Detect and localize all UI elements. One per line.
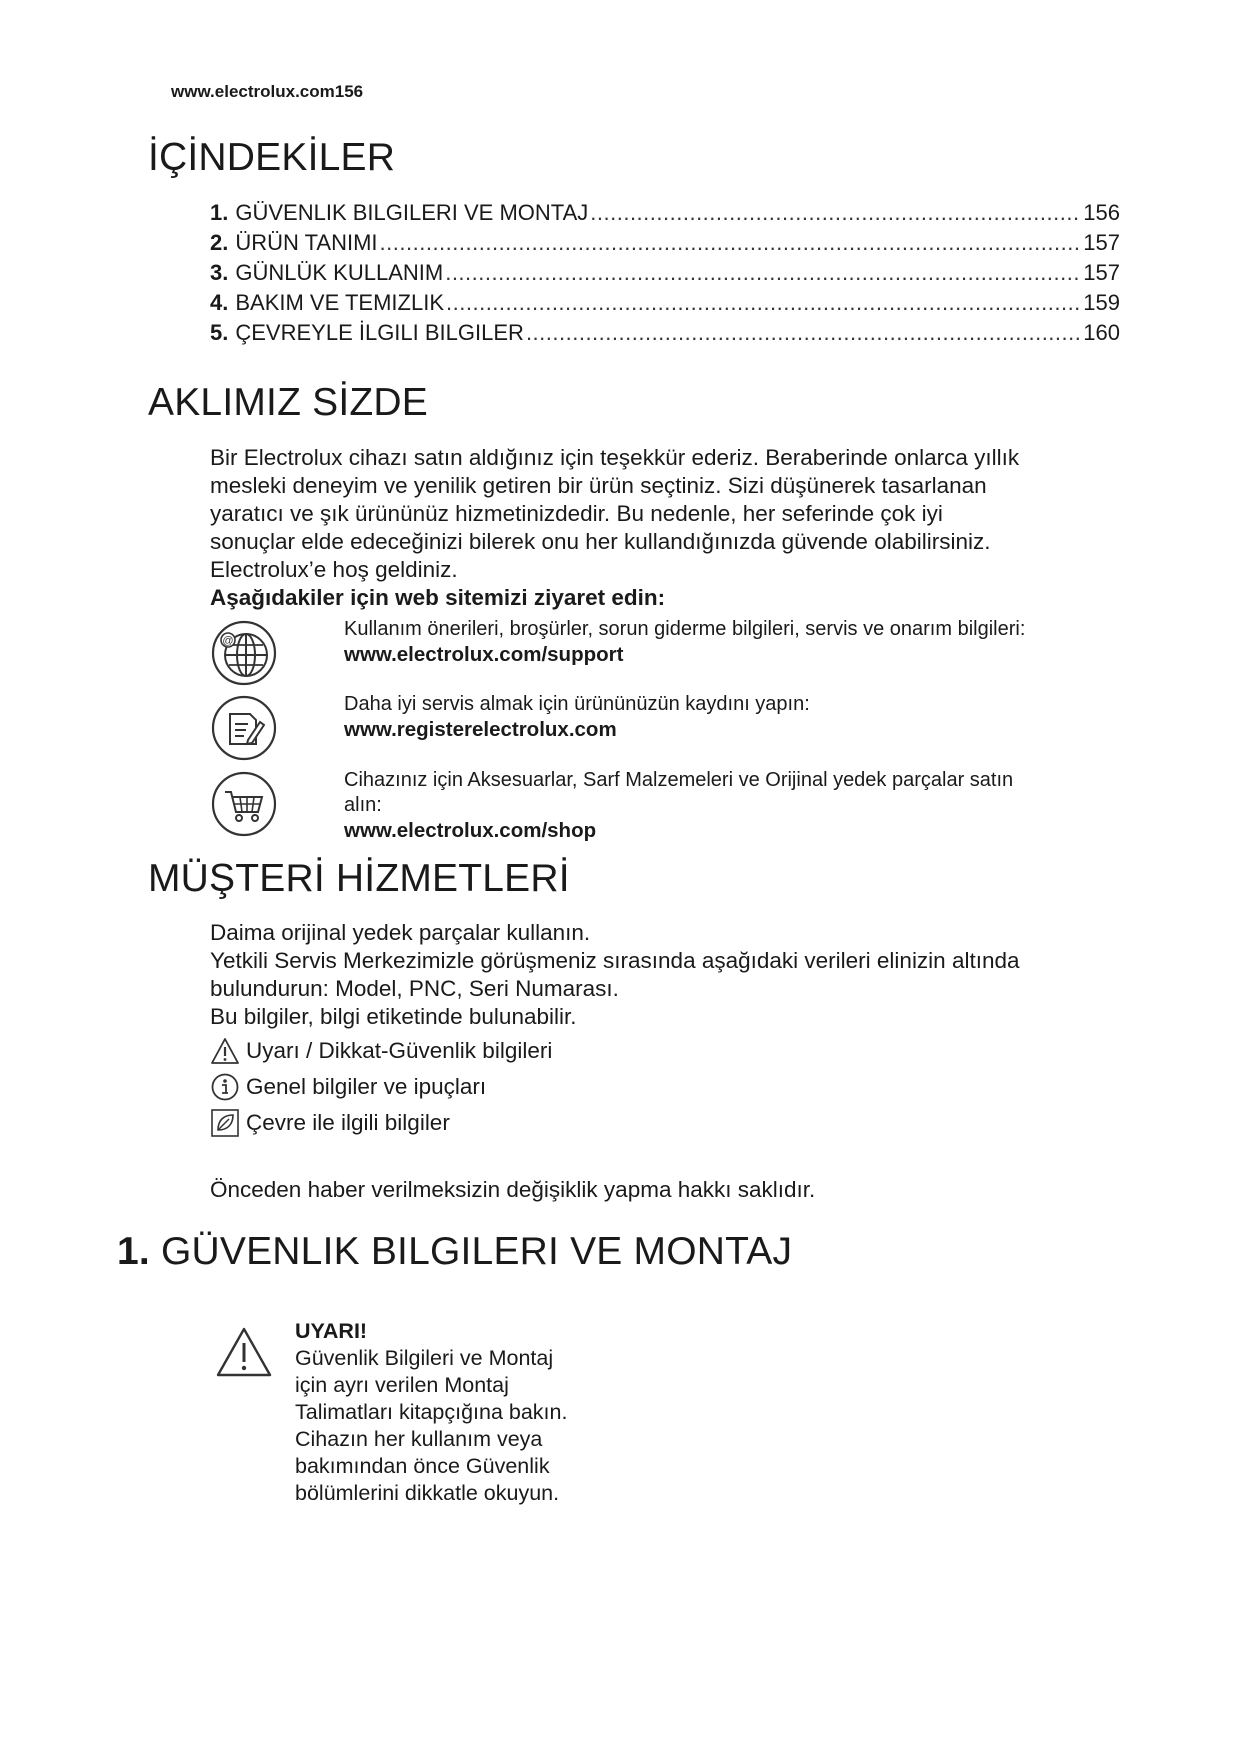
aklimiz-title: AKLIMIZ SİZDE [148,381,428,424]
toc-item-number: 1. [210,200,229,225]
intro-line: mesleki deneyim ve yenilik getiren bir ürün seçtiniz. Sizi düşünerek tasarlanan [210,473,987,498]
leaf-environment-icon [210,1108,240,1138]
info-icon [210,1072,240,1102]
toc-item[interactable] [210,318,1120,348]
toc-item-number: 3. [210,260,229,285]
intro-line: Bir Electrolux cihazı satın aldığınız için teşekkür ederiz. Beraberinde onlarca yıllık [210,445,1020,470]
toc-item-number: 5. [210,320,229,345]
warning-triangle-icon [215,1326,273,1378]
table-of-contents [210,198,1120,348]
customer-service-line: Bu bilgiler, bilgi etiketinde bulunabilir. [210,1004,577,1029]
warning-line: Talimatları kitapçığına bakın. [295,1400,568,1424]
toc-item[interactable] [210,198,1120,228]
toc-item[interactable] [210,288,1120,318]
warning-line: bölümlerini dikkatle okuyun. [295,1481,560,1505]
toc-item-page: 157 [1083,230,1120,255]
toc-item-label: GÜNLÜK KULLANIM [235,260,444,285]
intro-line: Electrolux’e hoş geldiniz. [210,557,458,582]
safety-section-number: 1. [117,1230,150,1273]
change-notice: Önceden haber verilmeksizin değişiklik yapma hakkı saklıdır. [210,1177,816,1202]
warning-title: UYARI! [295,1319,368,1343]
toc-item-label: BAKIM VE TEMIZLIK [235,290,445,315]
toc-item-number: 4. [210,290,229,315]
toc-item-label: GÜVENLIK BILGILERI VE MONTAJ [235,200,589,225]
shop-link[interactable]: www.electrolux.com/shop [344,819,597,842]
intro-line: sonuçlar elde edeceğinizi bilerek onu her kullandığınızda güvende olabilirsiniz. [210,529,991,554]
safety-section-title [117,1230,792,1274]
visit-website-heading: Aşağıdakiler için web sitemizi ziyaret edin: [210,585,666,610]
intro-line: yaratıcı ve şık ürününüz hizmetinizdedir. Bu nedenle, her seferinde çok iyi [210,501,943,526]
shop-link-description: Cihazınız için Aksesuarlar, Sarf Malzemeleri ve Orijinal yedek parçalar satın [344,769,1014,791]
legend-info-label: Genel bilgiler ve ipuçları [246,1074,487,1099]
safety-section-title-text: GÜVENLIK BILGILERI VE MONTAJ [160,1230,793,1273]
legend-environment [210,1108,450,1138]
page-header-url: www.electrolux.com156 [171,82,364,101]
svg-text:@: @ [222,635,234,647]
toc-item-page: 159 [1083,290,1120,315]
shopping-cart-icon [210,770,278,838]
warning-line: Cihazın her kullanım veya [295,1427,543,1451]
toc-item[interactable] [210,258,1120,288]
warning-line: Güvenlik Bilgileri ve Montaj [295,1346,554,1370]
toc-item-page: 156 [1083,200,1120,225]
toc-item-label: ÇEVREYLE İLGILI BILGILER [235,320,524,345]
legend-info [210,1072,486,1102]
legend-warning [210,1036,552,1066]
warning-triangle-icon [210,1036,240,1066]
musteri-title: MÜŞTERİ HİZMETLERİ [148,857,570,900]
customer-service-line: bulundurun: Model, PNC, Seri Numarası. [210,976,619,1001]
toc-leader-dots [380,228,1082,258]
toc-leader-dots [446,288,1081,318]
toc-title: İÇİNDEKİLER [148,136,396,179]
warning-line: bakımından önce Güvenlik [295,1454,550,1478]
customer-service-paragraph [210,919,1130,1031]
warning-box [215,1318,635,1508]
support-link[interactable]: www.electrolux.com/support [344,643,624,666]
legend-warning-label: Uyarı / Dikkat-Güvenlik bilgileri [246,1038,553,1063]
toc-item-page: 160 [1083,320,1120,345]
toc-leader-dots [445,258,1081,288]
warning-line: için ayrı verilen Montaj [295,1373,509,1397]
register-link[interactable]: www.registerelectrolux.com [344,718,617,741]
toc-item-page: 157 [1083,260,1120,285]
toc-item[interactable] [210,228,1120,258]
register-link-description: Daha iyi servis almak için ürününüzün kaydını yapın: [344,693,810,715]
customer-service-line: Daima orijinal yedek parçalar kullanın. [210,920,591,945]
customer-service-line: Yetkili Servis Merkezimizle görüşmeniz sırasında aşağıdaki verileri elinizin altında [210,948,1020,973]
shop-link-item [210,768,1130,850]
shop-link-description-continued: alın: [344,794,382,816]
support-link-description: Kullanım önerileri, broşürler, sorun giderme bilgileri, servis ve onarım bilgileri: [344,618,1026,640]
register-document-icon [210,694,278,762]
toc-item-number: 2. [210,230,229,255]
support-link-item [210,617,1130,689]
globe-icon [210,619,278,687]
legend-environment-label: Çevre ile ilgili bilgiler [246,1110,450,1135]
toc-leader-dots [526,318,1081,348]
register-link-item [210,692,1130,764]
toc-leader-dots [590,198,1081,228]
intro-paragraph [210,444,1130,612]
toc-item-label: ÜRÜN TANIMI [235,230,378,255]
